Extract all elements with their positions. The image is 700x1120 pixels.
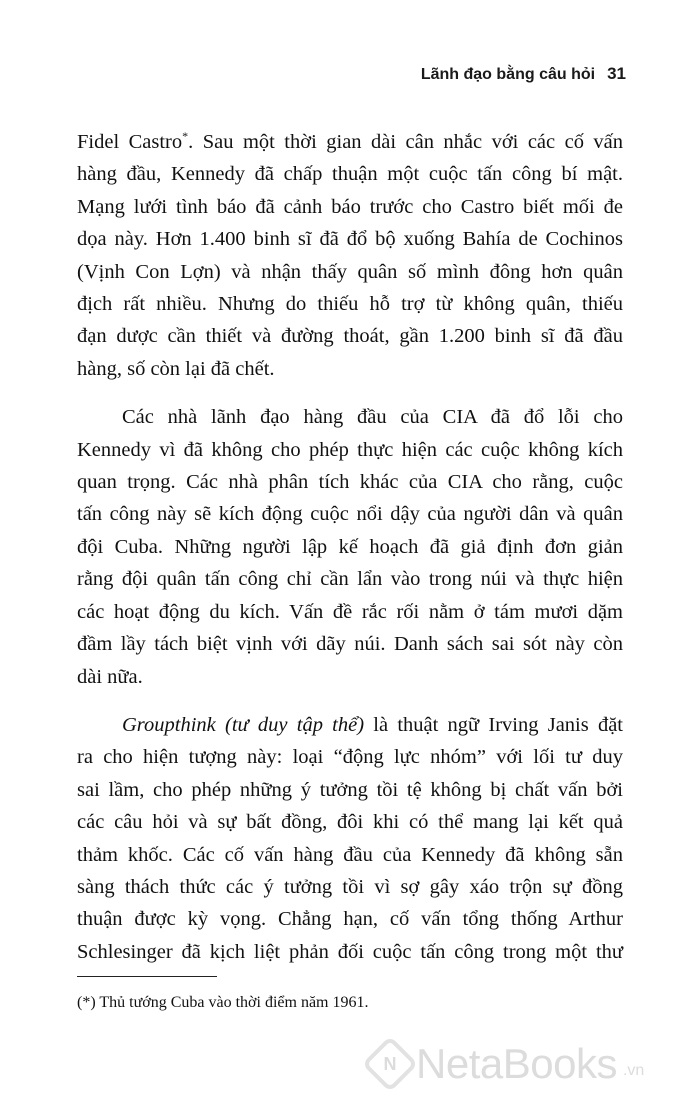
text-line: đầm lầy tách biệt vịnh với dãy núi. Danh sách sai sót này còn xyxy=(77,633,623,656)
paragraph-2 xyxy=(77,401,623,693)
watermark-brand: NetaBooks xyxy=(416,1040,617,1087)
footnote: (*) Thủ tướng Cuba vào thời điểm năm 1961. xyxy=(77,994,369,1011)
watermark-tld: .vn xyxy=(622,1062,645,1079)
text-line: dài nữa. xyxy=(77,665,143,688)
text-line: (Vịnh Con Lợn) và nhận thấy quân số mình đông hơn quân xyxy=(77,260,623,283)
text-line: Mạng lưới tình báo đã cảnh báo trước cho Castro biết mối đe xyxy=(77,195,623,218)
page-number: 31 xyxy=(607,64,626,83)
text-line: các hoạt động du kích. Vấn đề rắc rối nằm ở tám mươi dặm xyxy=(77,600,623,623)
text-line: Các nhà lãnh đạo hàng đầu của CIA đã đổ lỗi cho xyxy=(122,406,623,429)
text-line: sai lầm, cho phép những ý tưởng tồi tệ không bị chất vấn bởi xyxy=(77,778,623,801)
text-line: hàng đầu, Kennedy đã chấp thuận một cuộc tấn công bí mật. xyxy=(77,163,623,186)
paragraph-3 xyxy=(77,709,623,968)
footnote-marker: * xyxy=(182,129,189,144)
text-line: đạn dược cần thiết và đường thoát, gần 1.200 binh sĩ đã đầu xyxy=(77,325,623,348)
text-line: tấn công này sẽ kích động cuộc nổi dậy của người dân và quân xyxy=(77,503,623,526)
running-header xyxy=(421,64,626,84)
text-line: ra cho hiện tượng này: loại “động lực nhóm” với lối tư duy xyxy=(77,746,623,769)
text-line: các câu hỏi và sự bất đồng, đôi khi có thể mang lại kết quả xyxy=(77,811,623,834)
text-line: dọa này. Hơn 1.400 binh sĩ đã đổ bộ xuống Bahía de Cochinos xyxy=(77,228,623,251)
text-line: thảm khốc. Các cố vấn hàng đầu của Kennedy đã không sẵn xyxy=(77,843,623,866)
paragraph-1 xyxy=(77,126,623,385)
footnote-divider xyxy=(77,976,217,977)
chapter-title: Lãnh đạo bằng câu hỏi xyxy=(420,66,596,83)
text-line: sàng thách thức các ý tưởng tồi vì sợ gây xáo trộn sự đồng xyxy=(77,875,623,898)
text-line: địch rất nhiều. Nhưng do thiếu hỗ trợ từ không quân, thiếu xyxy=(77,293,623,316)
text-line: Groupthink (tư duy tập thể) là thuật ngữ Irving Janis đặt xyxy=(122,713,623,736)
netabooks-watermark xyxy=(370,1040,644,1088)
text-line: Schlesinger đã kịch liệt phản đối cuộc tấn công trong một thư xyxy=(77,940,623,963)
italic-term: Groupthink (tư duy tập thể) xyxy=(122,713,365,736)
text-line: quan trọng. Các nhà phân tích khác của CIA cho rằng, cuộc xyxy=(77,471,623,494)
text-line: Kennedy vì đã không cho phép thực hiện các cuộc không kích xyxy=(77,438,623,461)
text-line: đội Cuba. Những người lập kế hoạch đã giả định đơn giản xyxy=(77,535,623,558)
text-line: rằng đội quân tấn công chỉ cần lẩn vào trong núi và thực hiện xyxy=(77,568,623,591)
text-line: Fidel Castro*. Sau một thời gian dài cân nhắc với các cố vấn xyxy=(77,129,624,153)
text-line: hàng, số còn lại đã chết. xyxy=(77,357,275,380)
netabooks-logo-icon: N xyxy=(362,1036,419,1093)
body-text xyxy=(77,126,623,968)
text-line: thuận được kỳ vọng. Chẳng hạn, cố vấn tổng thống Arthur xyxy=(77,908,623,931)
